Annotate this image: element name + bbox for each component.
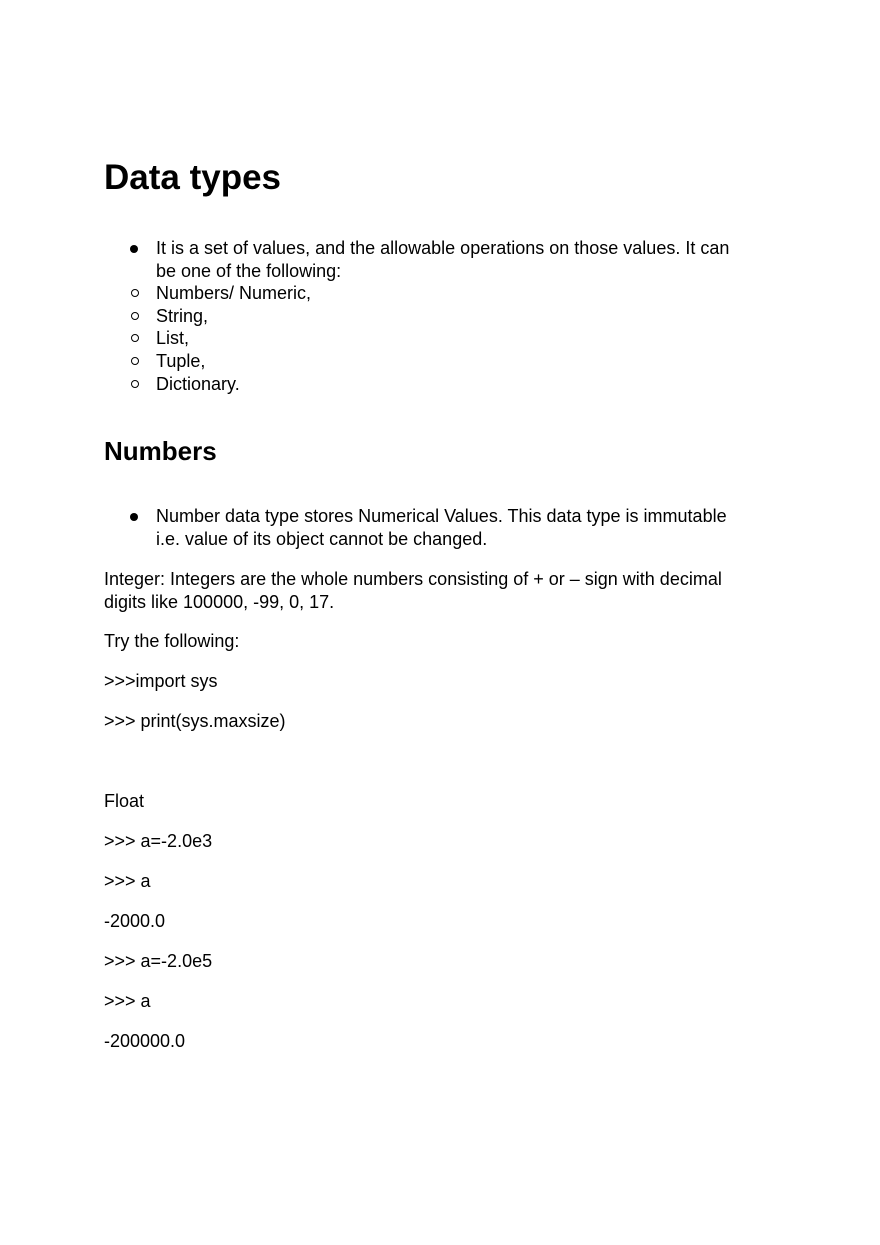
- list-item: Numbers/ Numeric,: [52, 282, 784, 305]
- numbers-line-2: i.e. value of its object cannot be changed.: [156, 528, 488, 549]
- code-line-import: >>>import sys: [104, 671, 218, 691]
- float-line: >>> a: [104, 871, 151, 891]
- float-label: Float: [104, 791, 145, 811]
- list-item: List,: [52, 327, 784, 350]
- intro-line-1: It is a set of values, and the allowable operations on those values. It can: [156, 238, 730, 258]
- code-line-print: >>> print(sys.maxsize): [104, 711, 286, 731]
- numbers-line-1: Number data type stores Numerical Values. This data type is immutable: [156, 506, 727, 526]
- intro-line-2: be one of the following:: [156, 260, 342, 281]
- bullet-item: [104, 505, 784, 550]
- integer-line-1: Integer: Integers are the whole numbers consisting of + or – sign with decimal: [104, 569, 722, 589]
- list-item: String,: [52, 305, 784, 328]
- list-item: Tuple,: [52, 350, 784, 373]
- list-item: Dictionary.: [52, 373, 784, 396]
- circle-bullet-icon: [131, 312, 139, 320]
- integer-line-2: digits like 100000, -99, 0, 17.: [104, 591, 335, 612]
- integer-paragraph: [104, 568, 784, 613]
- float-line: -200000.0: [104, 1031, 186, 1051]
- section-heading-numbers: Numbers: [104, 436, 217, 466]
- float-line: -2000.0: [104, 911, 166, 931]
- float-line: >>> a=-2.0e5: [104, 951, 213, 971]
- bullet-dot-icon: [130, 513, 138, 521]
- try-label: Try the following:: [104, 631, 240, 651]
- data-type-list: [104, 282, 784, 395]
- float-line: >>> a: [104, 991, 151, 1011]
- float-line: >>> a=-2.0e3: [104, 831, 213, 851]
- bullet-item: [104, 237, 784, 282]
- bullet-dot-icon: [130, 245, 138, 253]
- intro-bullet: [104, 237, 784, 395]
- circle-bullet-icon: [131, 380, 139, 388]
- numbers-bullet: [104, 505, 784, 550]
- circle-bullet-icon: [131, 334, 139, 342]
- circle-bullet-icon: [131, 289, 139, 297]
- circle-bullet-icon: [131, 357, 139, 365]
- page-title: Data types: [104, 158, 282, 197]
